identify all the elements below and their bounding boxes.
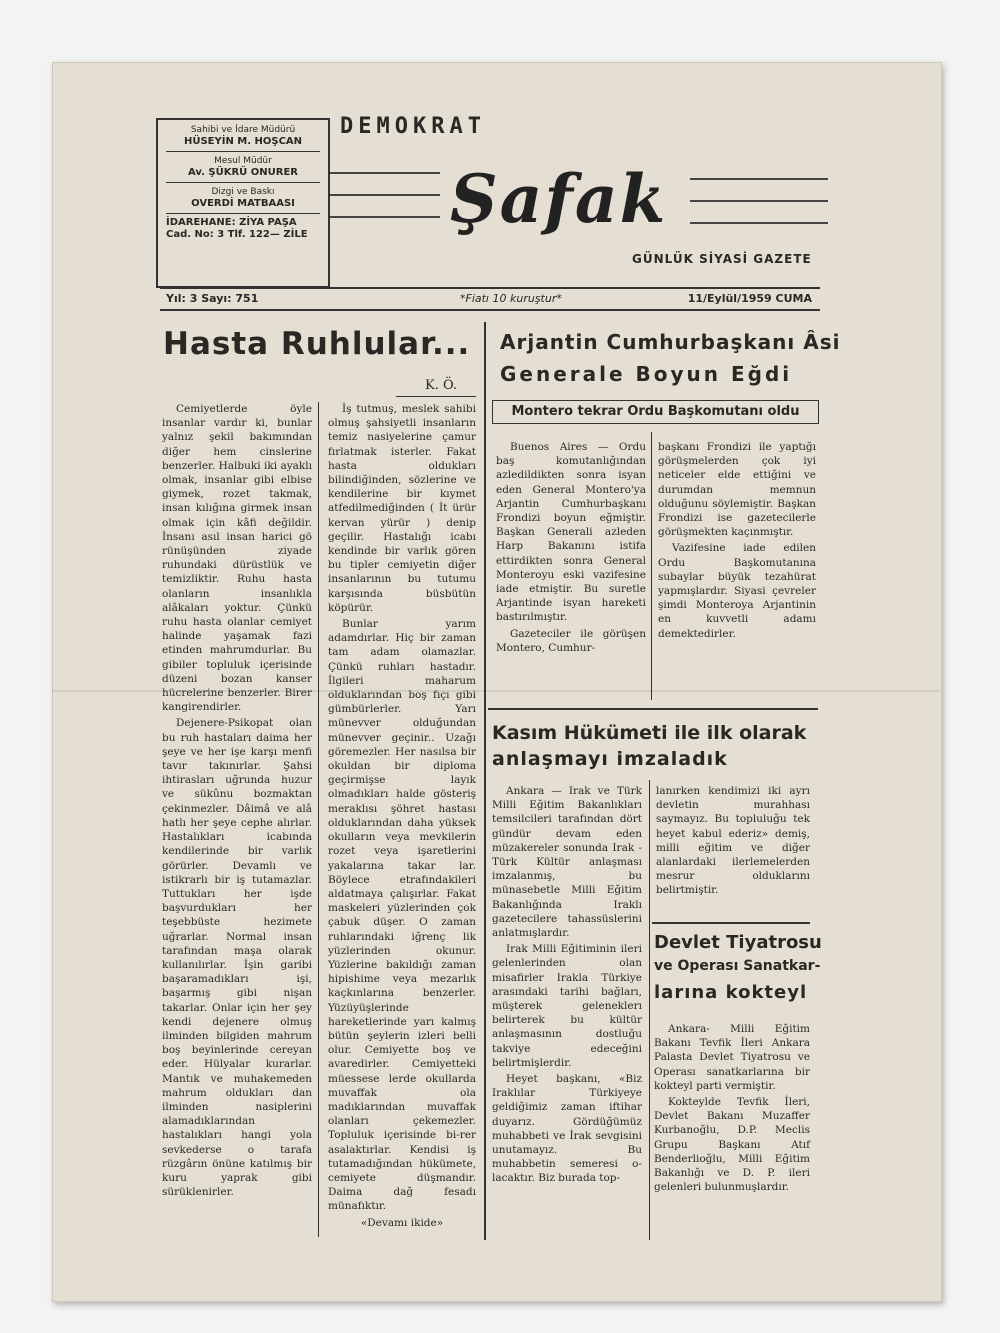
column-rule [318, 402, 319, 1237]
dateline-bar [160, 287, 820, 311]
address-line-1: İDAREHANE: ZİYA PAŞA [166, 217, 297, 228]
masthead-rule [330, 194, 440, 196]
kasim-title-line-1: Kasım Hükümeti ile ilk olarak [492, 722, 807, 744]
paragraph: Dejenere-Psikopat olan bu ruh hastaları daima her şeye ve her işe karşı menfi tavır takınırlar. Şahsi ihtirasları uğrunda huzur ve sükûnu bozmaktan çekinmezler. Dâimâ ve alâ hatlı her şeye cephe alırlar. Hastalıkları icabında kendilerinde bir varlık görürler. Devamlı ve istikrarlı bir iş tutamazlar. Tuttukları her işde başvurdukları her teşebbüste hezimete uğrarlar. Normal insan tarafından maşa olarak kullanılırlar. İşin garibi başaramadıkları işi, başarmış gibi nişan takarlar. Onlar için her şey kendi dejenere olmuş ilminden bilgiden mahrum boş beyinlerinde cereyan eder. Hülyalar kurarlar. Mantık ve muhakemeden mahrum oldukları dan ilminden nasiplerini alamadıklarından hastalıkları hangi yola sevkederse o tarafa rüzgârın önüne katılmış bir kuru yaprak gibi sürüklenirler. [162, 717, 312, 1199]
article-author: K. Ö. [425, 378, 458, 393]
masthead-info-box [156, 118, 330, 288]
paragraph: İş tutmuş, meslek sahibi olmuş şahsiyetli insanların temiz nasiyelerine çamur fırlatmak isterler. Fakat hasta oldukları bilindiğinden, sözlerine ve kendilerine bir kıymet atfedilmediğinden ( İt ürür kervan yürür ) denip geçilir. Hastalığı icabı kendinde bir varlık gören bu tipler cemiyetin diğer insanlarının bu tutumu karşısında büsbütün köpürür. [328, 403, 476, 614]
section-rule [488, 708, 818, 710]
masthead-rule [690, 200, 828, 202]
issue-date: 11/Eylül/1959 CUMA [687, 292, 812, 305]
kasim-title-line-2: anlaşmayı imzaladık [492, 748, 728, 770]
editor-label: Mesul Müdür [214, 156, 272, 166]
paragraph: Kokteylde Tevfik İleri, Devlet Bakanı Muzaffer Kurbanoğlu, D.P. Meclis Grupu Başkanı Atıf Benderlioğlu, Milli Eğitim Bakanlığı ve D. P. ileri gelenleri bulunmuşlardır. [654, 1096, 810, 1194]
paragraph: Irak Milli Eğitiminin ileri gelenlerinden olan misafirler Irakla Türkiye arasındaki tarihi bağları, müşterek geleneklerı belirterek bu kültür anlaşmasının dostluğu takviye edeceğini belirtmişlerdir. [492, 943, 642, 1069]
owner-name: HÜSEYİN M. HOŞCAN [183, 136, 303, 147]
tiyatro-body [654, 1022, 810, 1196]
tiyatro-title-line-1: Devlet Tiyatrosu [654, 932, 822, 953]
paragraph: Ankara- Milli Eğitim Bakanı Tevfik İleri Ankara Palasta Devlet Tiyatrosu ve Operası sanatkarlarına bir kokteyl parti vermiştir. [654, 1023, 810, 1092]
paragraph: Vazifesine iade edilen Ordu Başkomutanına subaylar büyük tezahürat yapmışlardır. Siyasi çevreler şimdi Monteroya Arjantinin en kuvvetli adamı demektedirler. [658, 542, 816, 640]
editor-name: Av. ŞÜKRÜ ONURER [188, 167, 298, 178]
tiyatro-title-line-3: larına kokteyl [654, 982, 808, 1003]
main-column-divider [484, 322, 486, 1240]
editor-block [158, 155, 328, 179]
paragraph: Buenos Aires — Ordu baş komutanlığından azledildikten sonra isyan eden General Montero'ya Arjantin Cumhurbaşkanı Frondizi boyun eğmiştir. Başkan Generali azleden Harp Bakanını istifa ettirdikten sonra General Monteroyu eski vazifesine iade etmiştir. Bu suretle Arjantinde isyan hareketi bastırılmıştır. [496, 441, 646, 624]
price: *Fiatı 10 kuruştur* [460, 292, 562, 305]
article-title: Hasta Ruhlular... [163, 326, 471, 362]
kasim-column-2 [656, 784, 810, 900]
print-block [158, 186, 328, 210]
tiyatro-title-line-2: ve Operası Sanatkar- [654, 958, 821, 974]
section-rule [652, 922, 810, 924]
argentina-column-2 [658, 440, 816, 643]
continued-note: «Devamı ikide» [360, 1216, 444, 1229]
column-rule [649, 780, 650, 1240]
masthead-rule [690, 178, 828, 180]
address-block [158, 217, 328, 241]
masthead-rule [330, 216, 440, 218]
argentina-subtitle: Montero tekrar Ordu Başkomutanı oldu [492, 400, 819, 424]
paragraph: Cemiyetlerde öyle insanlar vardır ki, bunlar yalnız şekil bakımından diğer hem cinslerine benzerler. Halbuki iki ayaklı olmak, insanlar gibi elbise giymek, rozet takmak, insan kılığına girmek insan olmak için kâfi değildir. İnsanı asıl insan harici gö rünüşünden ziyade ruhundaki dürüstlük ve temizliktir. Ruhu hasta olanların insanlıkla alâkaları yoktur. Çünkü ruhu hasta olanlar cemiyet halinde yaşamak fazi etinden mahrumdurlar. Bu gibiler topluluk içerisinde düzeni bozan kanser hücrelerine benzerler. Birer kangirendirler. [162, 403, 312, 714]
owner-block [158, 124, 328, 148]
owner-label: Sahibi ve İdare Müdürü [190, 125, 296, 135]
article-column-2 [328, 402, 476, 1230]
argentina-title-line-1: Arjantin Cumhurbaşkanı Âsi [500, 330, 841, 354]
print-label: Dizgi ve Baskı [211, 187, 275, 197]
argentina-title-line-2: Generale Boyun Eğdi [500, 362, 793, 386]
author-rule [396, 396, 476, 397]
paragraph: Bunlar yarım adamdırlar. Hiç bir zaman tam adam olamazlar. Çünkü ruhları hastadır. İlgileri maharum olduklarından boş fıçı gibi gümbürlerler. Yarı münevver olduğundan münevver geçinir.. Uzağı göremezler. Her nasılsa bir okuldan bir diploma geçirmişse layık olmadıkları halde gösteriş meraklısı şöhret hastası olduklarından daha yüksek okulların veya mevkilerin rozet veya işaretlerini yakalarına takar lar. Böylece etrafındakileri aldatmaya çalışırlar. Fakat maskeleri yüzlerinden çok çabuk düşer. O zaman ruhlarındaki iğrenç lik yüzlerinden okunur. Yüzlerine bakıldığı zaman hipishime veya mezarlık kaçkınlarına benzerler. Yüzüyüşlerinde hareketlerinde yarı kalmış bütün şeylerin izleri belli olur. Cemiyette boş ve avaredirler. Cemiyetteki müessese lerde okullarda muvaffak ola madıklarından muvaffak olanları çekemezler. Topluluk içerisinde bi-rer asalaktırlar. Kendisi iş tutamadığından hükümete, cemiyete düşmandır. Daima dağ fesadı münafıktır. [328, 618, 476, 1213]
paragraph: başkanı Frondizi ile yaptığı görüşmelerden çok iyi neticeler elde ettiğini ve durumdan memnun olduğunu söylemiştir. Başkan Frondizi ise gazetecilerle görüşmekten kaçınmıştır. [658, 441, 816, 539]
paragraph: Heyet başkanı, «Biz Iraklılar Türkiyeye geldiğimiz zaman iftihar duyarız. Gördüğümüz muhabbeti ve İrak sevgisini unutamayız. Bu muhabbetin semeresi o-lacaktır. Biz burada top- [492, 1073, 642, 1185]
newspaper-logo: Şafak [450, 160, 668, 238]
kasim-column-1 [492, 784, 642, 1188]
masthead-rule [690, 222, 828, 224]
newspaper-subtitle: GÜNLÜK SİYASİ GAZETE [632, 252, 812, 266]
paragraph: Gazeteciler ile görüşen Montero, Cumhur- [496, 627, 646, 654]
article-column-1 [162, 402, 312, 1201]
masthead-top-word: DEMOKRAT [340, 114, 486, 139]
paragraph: lanırken kendimizi iki ayrı devletin murahhası saymayız. Bu topluluğu tek heyet kabul ederiz» demiş, milli eğitim ve diğer alanlardaki ilerlemelerden mesrur olduklarını belirtmiştir. [656, 785, 810, 897]
argentina-column-1 [496, 440, 646, 657]
masthead-rule [330, 172, 440, 174]
address-line-2: Cad. No: 3 Tlf. 122— ZİLE [166, 229, 308, 240]
year-issue: Yıl: 3 Sayı: 751 [166, 292, 259, 305]
paragraph: Ankara — Irak ve Türk Milli Eğitim Bakanlıkları temsilcileri tarafından dört gündür devam eden müzakereler sonunda Irak - Türk Kültür anlaşması imzalanmış, bu münasebetle Milli Eğitim Bakanlığında Iraklı gazetecilere tahassüslerini anlatmışlardır. [492, 785, 642, 940]
column-rule [651, 432, 652, 700]
print-name: OVERDİ MATBAASI [191, 198, 295, 209]
